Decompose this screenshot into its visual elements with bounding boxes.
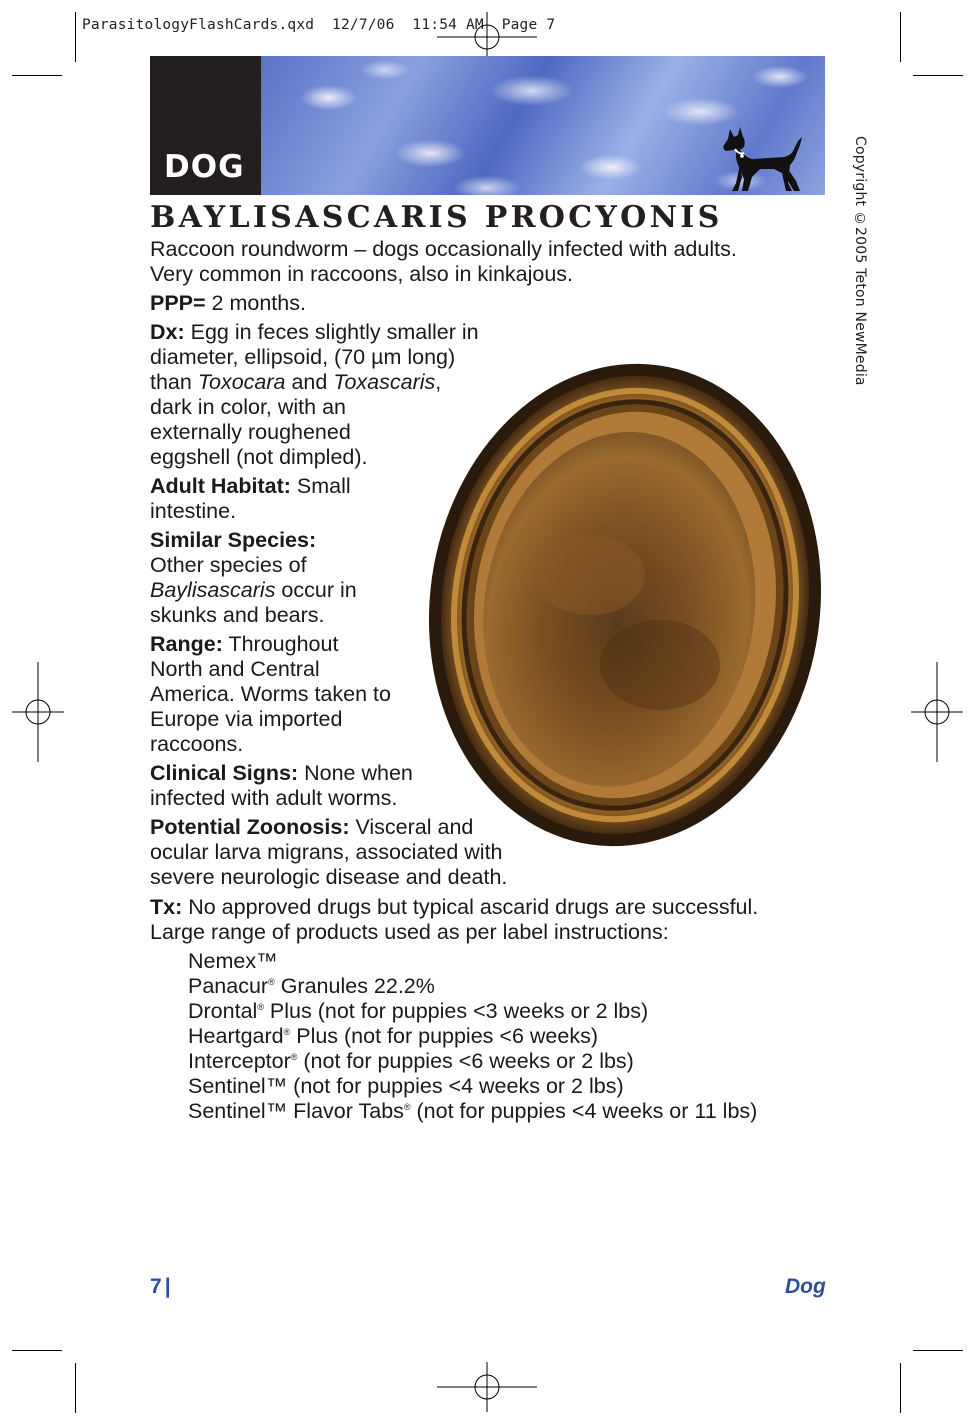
registration-mark-bottom	[437, 1362, 537, 1412]
crop-mark	[913, 1350, 963, 1351]
dx-line-6: eggshell (not dimpled).	[150, 445, 368, 469]
genus-name: Toxascaris	[333, 370, 436, 394]
registration-mark-right	[911, 662, 963, 762]
drug-item	[188, 1095, 757, 1124]
range-text: Throughout	[222, 632, 339, 656]
similar-line-2	[150, 578, 357, 603]
crop-mark	[913, 75, 963, 76]
drug-detail: Plus (not for puppies <6 weeks)	[290, 1024, 598, 1048]
habitat-text: Small	[290, 474, 351, 498]
drug-name: Sentinel™ Flavor Tabs	[188, 1099, 404, 1123]
range-line-5: raccoons.	[150, 732, 244, 756]
drug-detail: (not for puppies <6 weeks or 2 lbs)	[297, 1049, 634, 1073]
crop-mark	[900, 12, 901, 62]
section-footer: Dog	[785, 1275, 826, 1298]
dx-text: ,	[435, 370, 442, 394]
dx-text: Egg in feces slightly smaller in	[184, 320, 479, 344]
range-line-2: North and Central	[150, 657, 320, 681]
genus-name: Toxocara	[197, 370, 286, 394]
clinical-text: None when	[298, 761, 413, 785]
drug-name: Heartgard	[188, 1024, 284, 1048]
range-label: Range:	[150, 632, 223, 656]
banner-label: DOG	[164, 149, 245, 185]
trademark: ®	[257, 1002, 264, 1012]
dog-silhouette-icon	[718, 125, 806, 195]
zoonosis-text: Visceral and	[349, 815, 474, 839]
page-number-separator: |	[164, 1275, 171, 1298]
trademark: ®	[403, 1102, 411, 1112]
ppp-label: PPP=	[150, 291, 206, 315]
drug-detail: Plus (not for puppies <3 weeks or 2 lbs)	[263, 999, 649, 1023]
drug-name: Nemex™	[188, 949, 278, 973]
genus-name: Baylisascaris	[150, 578, 276, 602]
parasite-egg-image	[420, 355, 825, 855]
habitat-line-1	[150, 474, 351, 499]
intro-line-1: Raccoon roundworm – dogs occasionally infected with adults.	[150, 237, 737, 261]
tx-line-2: Large range of products used as per label instructions:	[150, 920, 669, 944]
drug-name: Drontal	[188, 999, 258, 1023]
habitat-line-2: intestine.	[150, 499, 237, 523]
trademark: ®	[268, 977, 275, 987]
dx-line-5: externally roughened	[150, 420, 351, 444]
range-line-3: America. Worms taken to	[150, 682, 391, 706]
clinical-label: Clinical Signs:	[150, 761, 299, 785]
registration-mark-left	[12, 662, 64, 762]
registration-mark-top	[437, 12, 537, 62]
dx-line-1	[150, 320, 479, 345]
page-number	[150, 1275, 171, 1299]
zoonosis-label: Potential Zoonosis:	[150, 815, 350, 839]
tx-line-1	[150, 895, 758, 920]
habitat-label: Adult Habitat:	[150, 474, 291, 498]
range-line-1	[150, 632, 338, 657]
clinical-line-2: infected with adult worms.	[150, 786, 398, 810]
trademark: ®	[290, 1052, 298, 1062]
tx-text: No approved drugs but typical ascarid drugs are successful.	[182, 895, 759, 919]
ppp-value: 2 months.	[205, 291, 306, 315]
crop-mark	[75, 1363, 76, 1413]
clinical-line-1	[150, 761, 413, 786]
ppp-line	[150, 291, 306, 316]
similar-text: occur in	[275, 578, 357, 602]
dx-label: Dx:	[150, 320, 185, 344]
dx-line-3	[150, 370, 441, 395]
range-line-4: Europe via imported	[150, 707, 343, 731]
copyright-notice: Copyright ©2005 Teton NewMedia	[852, 136, 868, 386]
drug-name: Panacur	[188, 974, 269, 998]
intro-line-2: Very common in raccoons, also in kinkajous.	[150, 262, 574, 286]
similar-line-1: Other species of	[150, 553, 307, 577]
crop-mark	[900, 1363, 901, 1413]
dx-text: than	[150, 370, 198, 394]
dx-line-2: diameter, ellipsoid, (70 µm long)	[150, 345, 456, 369]
dx-line-4: dark in color, with an	[150, 395, 346, 419]
drug-detail: (not for puppies <4 weeks or 11 lbs)	[410, 1099, 758, 1123]
trademark: ®	[283, 1027, 291, 1037]
crop-mark	[12, 1350, 62, 1351]
page-title: BAYLISASCARIS PROCYONIS	[150, 200, 723, 235]
similar-label: Similar Species:	[150, 528, 317, 552]
crop-mark	[75, 12, 76, 62]
similar-label-line	[150, 528, 316, 553]
banner-black-block	[150, 56, 261, 195]
drug-detail: Granules 22.2%	[274, 974, 435, 998]
drug-detail: (not for puppies <4 weeks or 2 lbs)	[287, 1074, 624, 1098]
zoonosis-line-1	[150, 815, 473, 840]
zoonosis-line-2: ocular larva migrans, associated with	[150, 840, 503, 864]
crop-mark	[12, 75, 62, 76]
similar-line-3: skunks and bears.	[150, 603, 325, 627]
slug-line: ParasitologyFlashCards.qxd 12/7/06 11:54 AM Page 7	[82, 17, 556, 33]
drug-name: Sentinel™	[188, 1074, 288, 1098]
page-number-value: 7	[150, 1275, 162, 1298]
tx-label: Tx:	[150, 895, 183, 919]
zoonosis-line-3: severe neurologic disease and death.	[150, 865, 508, 889]
dx-text: and	[285, 370, 334, 394]
drug-name: Interceptor	[188, 1049, 291, 1073]
